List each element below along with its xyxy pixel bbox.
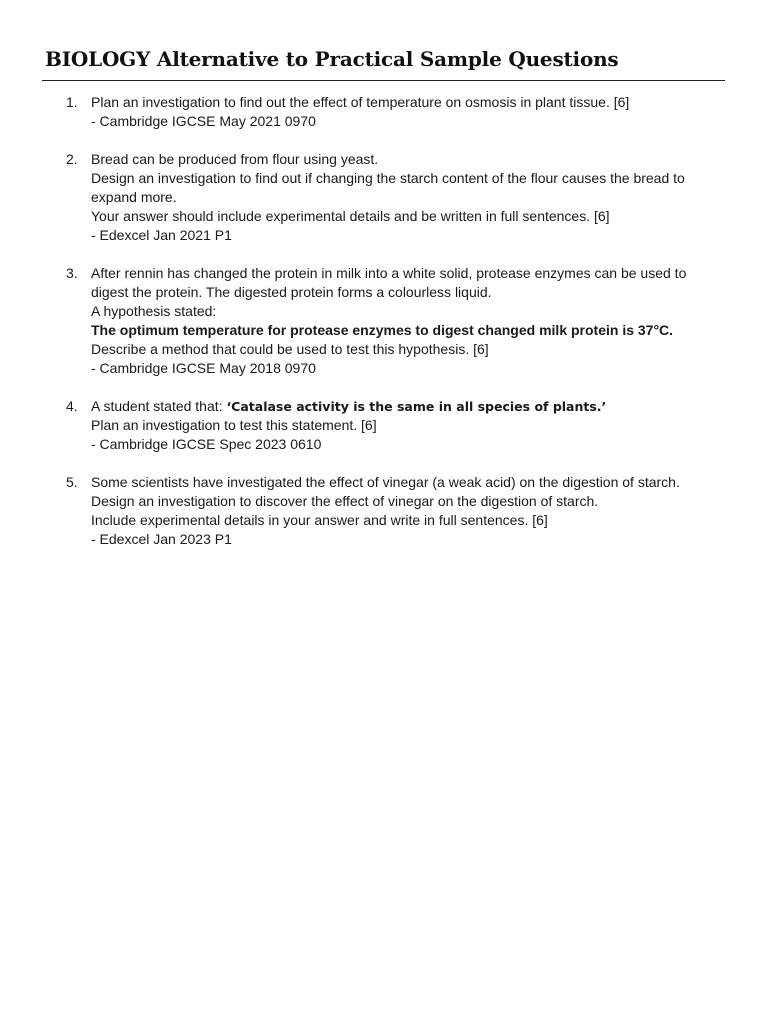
question-text: Describe a method that could be used to test this hypothesis. [6] bbox=[91, 341, 489, 357]
question-source: - Cambridge IGCSE May 2018 0970 bbox=[91, 360, 316, 376]
question-text-line bbox=[91, 397, 726, 416]
question-number: 1. bbox=[66, 94, 78, 110]
question-text: Bread can be produced from flour using yeast. bbox=[91, 151, 379, 167]
question-list bbox=[66, 93, 726, 568]
question-number: 4. bbox=[66, 398, 78, 414]
hypothesis-statement: The optimum temperature for protease enzymes to digest changed milk protein is 37°C. bbox=[91, 322, 674, 338]
question-text: Some scientists have investigated the effect of vinegar (a weak acid) on the digestion of starch. bbox=[91, 474, 680, 490]
question-text: After rennin has changed the protein in milk into a white solid, protease enzymes can be used to digest the protein. The digested protein forms a colourless liquid. bbox=[91, 265, 687, 300]
question-source: - Cambridge IGCSE Spec 2023 0610 bbox=[91, 436, 322, 452]
question-source: - Edexcel Jan 2023 P1 bbox=[91, 531, 232, 547]
quoted-statement: ‘Catalase activity is the same in all species of plants.’ bbox=[226, 399, 607, 414]
question-text: Your answer should include experimental details and be written in full sentences. [6] bbox=[91, 208, 610, 224]
question-text: Design an investigation to discover the effect of vinegar on the digestion of starch. bbox=[91, 493, 599, 509]
question-source: - Cambridge IGCSE May 2021 0970 bbox=[91, 113, 316, 129]
question-number: 5. bbox=[66, 474, 78, 490]
page-title: BIOLOGY Alternative to Practical Sample Questions bbox=[45, 47, 619, 71]
question-text: A student stated that: bbox=[91, 398, 227, 414]
question-item bbox=[66, 264, 726, 378]
question-item bbox=[66, 397, 726, 454]
question-item bbox=[66, 473, 726, 549]
question-text: Plan an investigation to test this statement. [6] bbox=[91, 417, 377, 433]
question-text: Design an investigation to find out if changing the starch content of the flour causes the bread to expand more. bbox=[91, 170, 685, 205]
question-item bbox=[66, 150, 726, 245]
question-number: 2. bbox=[66, 151, 78, 167]
question-source: - Edexcel Jan 2021 P1 bbox=[91, 227, 232, 243]
question-text: Plan an investigation to find out the effect of temperature on osmosis in plant tissue. [6] bbox=[91, 94, 630, 110]
question-item bbox=[66, 93, 726, 131]
title-divider bbox=[42, 80, 725, 81]
question-text: Include experimental details in your answer and write in full sentences. [6] bbox=[91, 512, 548, 528]
question-text: A hypothesis stated: bbox=[91, 303, 217, 319]
question-number: 3. bbox=[66, 265, 78, 281]
